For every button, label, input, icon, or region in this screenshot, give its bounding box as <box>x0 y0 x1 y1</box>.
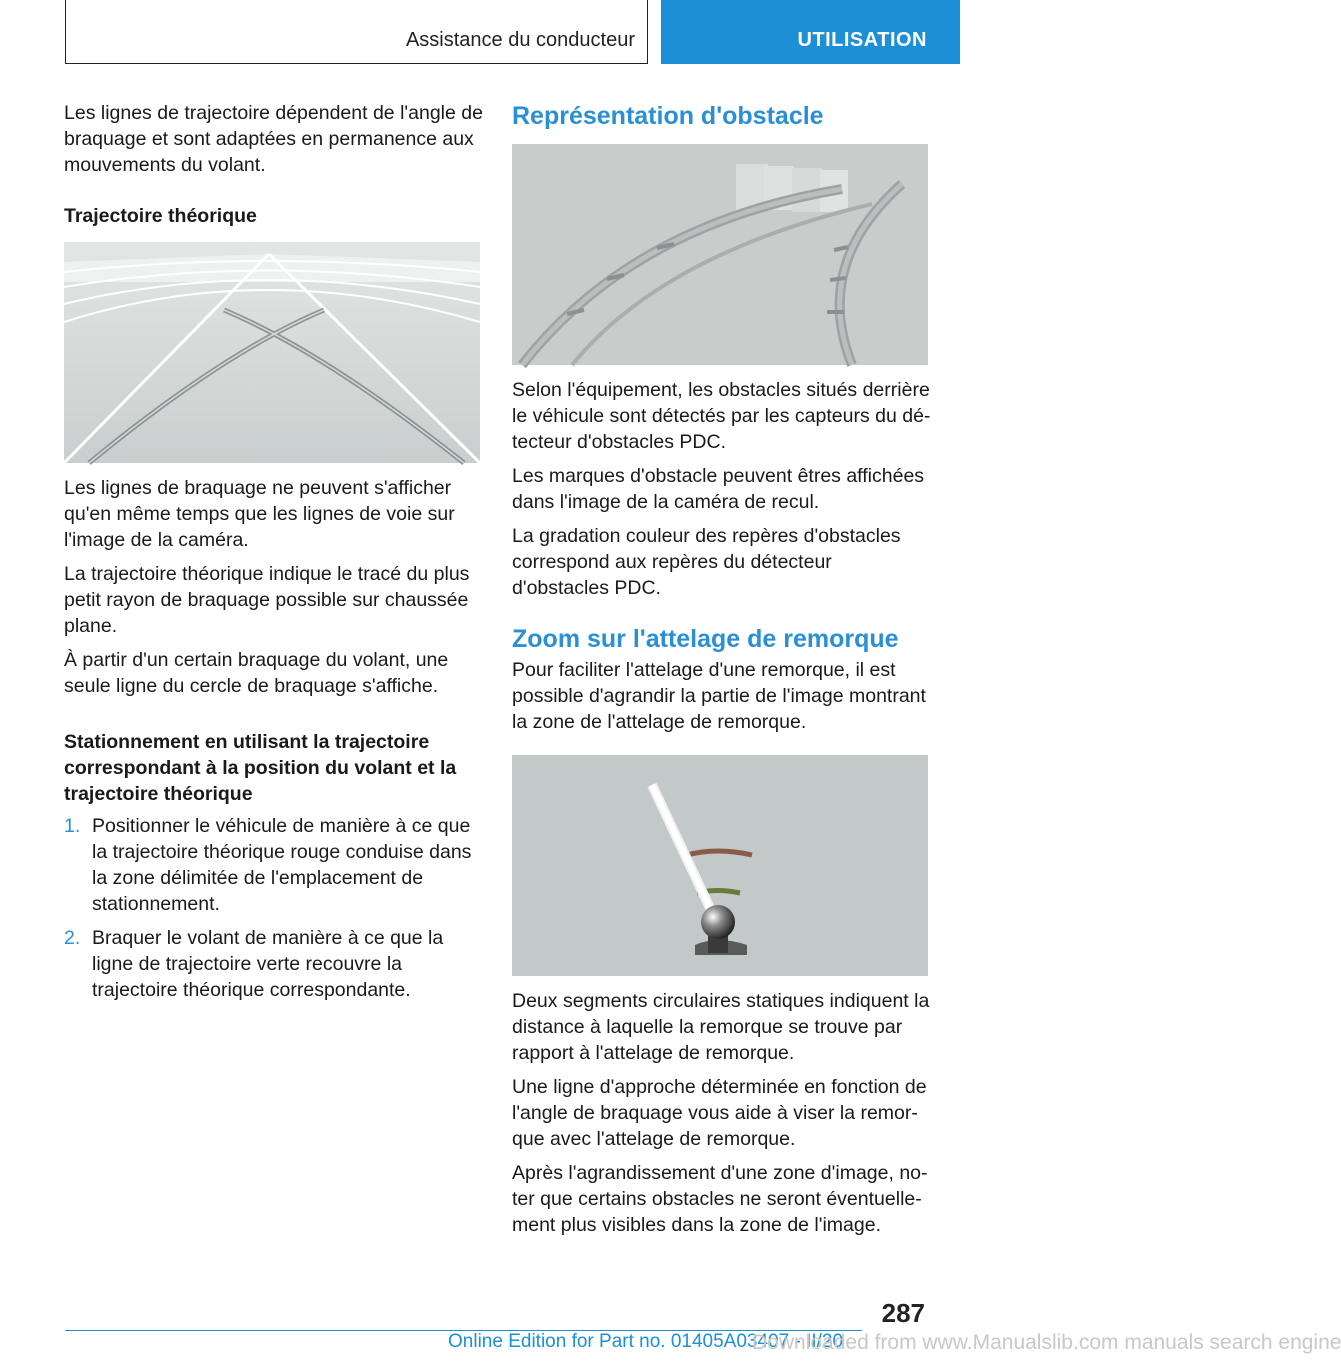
obstacle-figure <box>512 144 928 365</box>
step-text: Braquer le volant de manière à ce que la ligne de trajectoire verte recouvre la trajectoire théorique correspondante. <box>92 927 444 1001</box>
intro-paragraph: Les lignes de trajectoire dépendent de l'angle de braquage et sont adaptées en permanence aux mouvements du volant. <box>64 102 483 176</box>
paragraph-color-gradation: La gradation couleur des repères d'obstacles correspond aux repères du détecteur d'obstacles PDC. <box>512 525 901 599</box>
paragraph-cercle: À partir d'un certain braquage du volant, une seule ligne du cercle de braquage s'affiche. <box>64 649 449 697</box>
steps-list <box>64 813 484 1003</box>
paragraph-pdc-sensors: Selon l'équipement, les obstacles situés derrière le véhicule sont détectés par les capteurs du détecteur d'obstacles PDC. <box>512 379 931 453</box>
list-item <box>64 925 484 1003</box>
right-column <box>512 100 932 1246</box>
paragraph-zoom-note: Après l'agrandissement d'une zone d'image, noter que certains obstacles ne seront éventuellement plus visibles dans la zone de l'image. <box>512 1162 928 1236</box>
step-number: 2. <box>64 927 81 949</box>
header-section-title: Assistance du conducteur <box>405 29 635 51</box>
watermark: Downloaded from www.Manualslib.com manuals search engine <box>752 1331 1341 1354</box>
heading-zoom-attelage: Zoom sur l'attelage de remorque <box>512 625 899 653</box>
trailer-hitch-figure <box>512 755 928 976</box>
paragraph-approach-line: Une ligne d'approche déterminée en fonction de l'angle de braquage vous aide à viser la remorque avec l'attelage de remorque. <box>512 1076 927 1150</box>
footer-edition: Online Edition for Part no. 01405A03407 - II/20 <box>448 1331 844 1352</box>
list-item <box>64 813 484 917</box>
paragraph-trajectoire: La trajectoire théorique indique le tracé du plus petit rayon de braquage possible sur chaussée plane. <box>64 563 470 637</box>
page-number: 287 <box>881 1298 925 1328</box>
header-chapter-box <box>661 0 960 64</box>
paragraph-obstacle-marks: Les marques d'obstacle peuvent êtres affichées dans l'image de la caméra de recul. <box>512 465 925 513</box>
heading-trajectoire-theorique: Trajectoire théorique <box>64 205 257 227</box>
left-column <box>64 100 484 1011</box>
step-text: Positionner le véhicule de manière à ce que la trajectoire théorique rouge conduise dans la zone délimitée de l'emplacement de stationnement. <box>92 815 472 915</box>
paragraph-circular-segments: Deux segments circulaires statiques indiquent la distance à laquelle la remorque se trouve par rapport à l'attelage de remorque. <box>512 990 930 1064</box>
paragraph-zoom-intro: Pour faciliter l'attelage d'une remorque, il est possible d'agrandir la partie de l'image montrant la zone de l'attelage de remorque. <box>512 659 926 733</box>
heading-stationnement: Stationnement en utilisant la trajectoire correspondant à la position du volant et la trajectoire théorique <box>64 731 457 805</box>
header-section-box <box>65 0 648 64</box>
heading-representation-obstacle: Représentation d'obstacle <box>512 102 824 130</box>
header-chapter-title: UTILISATION <box>797 29 927 51</box>
paragraph-braquage-lines: Les lignes de braquage ne peuvent s'afficher qu'en même temps que les lignes de voie sur l'image de la caméra. <box>64 477 455 551</box>
trajectory-figure <box>64 242 480 463</box>
step-number: 1. <box>64 815 81 837</box>
